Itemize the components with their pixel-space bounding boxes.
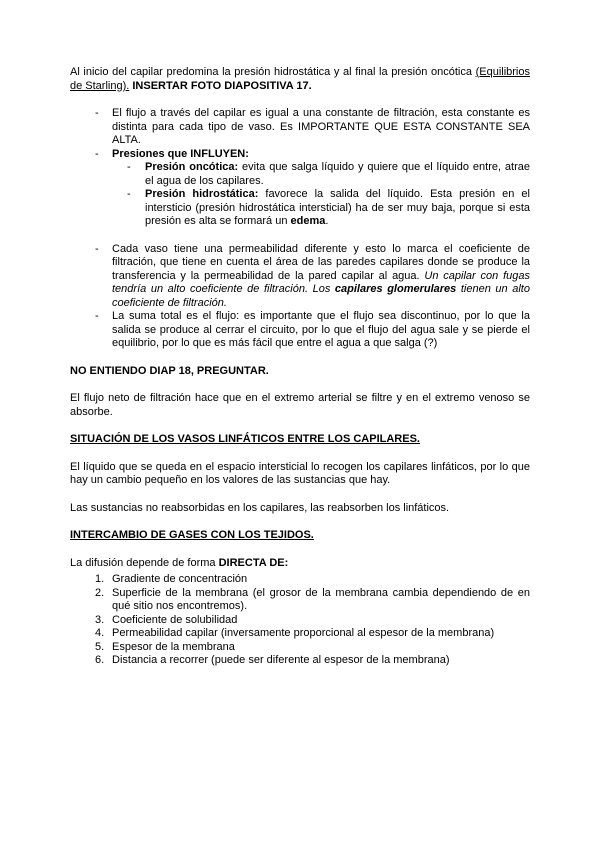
paragraph-difusion [70, 557, 530, 571]
intro-run-underline: (Equilibrios de Starling). [70, 66, 530, 92]
list-item-text: Gradiente de concentración [112, 573, 248, 585]
dash-bullet-marker: - [127, 161, 131, 173]
run-plain: . [325, 215, 329, 227]
list-item-text: Permeabilidad capilar (inversamente proporcional al espesor de la membrana) [112, 627, 495, 639]
subbullet-text [145, 161, 530, 188]
intro-run-bold: INSERTAR FOTO DIAPOSITIVA 17. [132, 79, 312, 92]
subbullet-item-presion-hidrostatica [70, 188, 530, 229]
spacer [70, 351, 530, 365]
run-bold: Presión hidrostática: [145, 188, 259, 200]
bullet-text: La suma total es el flujo: es importante que el flujo sea discontinuo, por lo que la salida se produce al cerrar el circuito, por lo que el flujo del agua sale y se pierde el equilibrio, por lo que es más fácil que entre el agua a que salga (?) [112, 310, 530, 349]
heading-intercambio-gases [70, 529, 530, 543]
dash-bullet-marker: - [95, 242, 99, 255]
dash-bullet-marker: - [127, 188, 131, 200]
list-number: 5. [95, 640, 105, 653]
heading-no-entiendo-diap18: NO ENTIENDO DIAP 18, PREGUNTAR. [70, 364, 269, 377]
run-bold-edema: edema [290, 215, 326, 227]
bullet-item-suma-total [70, 310, 530, 351]
numbered-item-3 [70, 614, 530, 628]
run-plain: evita que salga líquido y quiere que el líquido entre, atrae el agua de los capilares. [145, 161, 531, 187]
run-plain: favorece la salida del líquido. Esta presión en el intersticio (presión hidrostática intersticial) ha de ser muy baja, porque si esta presión es alta se formará un [145, 188, 530, 227]
run-plain: La difusión depende de forma [70, 556, 219, 569]
dash-bullet-marker: - [95, 107, 99, 119]
bullet-item-flujo-constante [70, 107, 530, 148]
spacer [70, 229, 530, 243]
run-plain: Cada vaso tiene una permeabilidad diferente y esto lo marca el coeficiente de filtración, que tiene en cuenta el área de las paredes capilares donde se produce la transferencia y la permeabilidad de la pared capilar al agua. [112, 242, 530, 282]
numbered-item-2 [70, 587, 530, 614]
bullet-item-presiones-influyen [70, 148, 530, 162]
bullet-text [112, 243, 530, 311]
list-number: 1. [95, 573, 105, 585]
bullet-text-bold: Presiones que INFLUYEN: [112, 147, 249, 160]
dash-bullet-marker: - [95, 310, 99, 322]
paragraph-liquido-intersticial: El líquido que se queda en el espacio intersticial lo recogen los capilares linfáticos, por lo que hay un cambio pequeño en los valores de las sustancias que hay. [70, 460, 530, 486]
subbullet-text [145, 188, 530, 229]
paragraph-intro [70, 66, 530, 93]
bullet-item-permeabilidad [70, 243, 530, 311]
bullet-list-presiones [70, 107, 530, 229]
run-bold: Presión oncótica: [145, 161, 239, 173]
list-item-text: Coeficiente de solubilidad [112, 613, 238, 626]
heading-text-underline: INTERCAMBIO DE GASES CON LOS TEJIDOS. [70, 529, 314, 541]
run-italic: Un capilar con fugas tendría un alto coeficiente de filtración. Los [112, 269, 531, 295]
intro-run-plain: Al inicio del capilar predomina la presión hidrostática y al final la presión oncótica [70, 66, 476, 78]
numbered-item-4 [70, 627, 530, 641]
list-number: 3. [95, 613, 105, 626]
numbered-item-5 [70, 641, 530, 655]
bullet-list-coeficiente [70, 243, 530, 351]
run-bold: DIRECTA DE: [218, 556, 289, 569]
run-italic: tienen un alto coeficiente de filtración. [112, 283, 530, 309]
bullet-text: El flujo a través del capilar es igual a una constante de filtración, esta constante es distinta para cada tipo de vaso. Es IMPORTANTE QUE ESTA CONSTANTE SEA ALTA. [112, 107, 530, 146]
run-bold-italic: capilares glomerulares [334, 283, 457, 295]
numbered-item-1 [70, 573, 530, 587]
heading-text-underline: SITUACIÓN DE LOS VASOS LINFÁTICOS ENTRE LOS CAPILARES. [70, 433, 420, 445]
list-item-text: Espesor de la membrana [112, 640, 235, 653]
subbullet-item-presion-oncotica [70, 161, 530, 188]
paragraph-flujo-neto: El flujo neto de filtración hace que en el extremo arterial se filtre y en el extremo venoso se absorbe. [70, 392, 530, 418]
paragraph-sustancias: Las sustancias no reabsorbidas en los capilares, las reabsorben los linfáticos. [70, 501, 450, 514]
list-number: 4. [95, 627, 105, 639]
list-item-text: Distancia a recorrer (puede ser diferente al espesor de la membrana) [112, 654, 450, 666]
dash-bullet-marker: - [95, 147, 99, 160]
numbered-item-6 [70, 654, 530, 668]
heading-vasos-linfaticos [70, 433, 530, 447]
list-number: 2. [95, 586, 105, 599]
list-item-text: Superficie de la membrana (el grosor de la membrana cambia dependiendo de en qué sitio nos encontremos). [112, 586, 530, 612]
numbered-list-difusion [70, 573, 530, 668]
list-number: 6. [95, 654, 105, 666]
